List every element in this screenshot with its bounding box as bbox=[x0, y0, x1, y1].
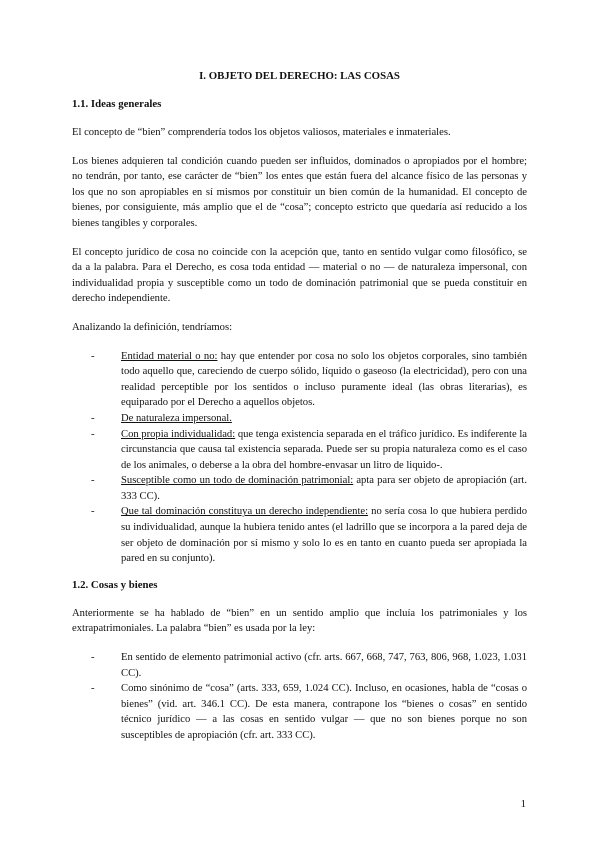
list-text: que tenga existencia separada en el tráfico jurídico. Es indiferente la circunstancia que causa tal existencia separada. Puede ser su propia naturaleza como es el caso de los animales, o deberse a la obra del hombre-envasar un litro de liquido-. bbox=[121, 428, 527, 471]
definition-list bbox=[72, 349, 527, 567]
list-term: De naturaleza impersonal. bbox=[121, 412, 232, 424]
dash-bullet: - bbox=[91, 683, 95, 695]
paragraph: El concepto jurídico de cosa no coincide con la acepción que, tanto en sentido vulgar como filosófico, se da a la palabra. Para el Derecho, es cosa toda entidad — material o no — de naturaleza impersonal, con individualidad propia y susceptible como un todo de dominación patrimonial que se pueda constituir en derecho independiente. bbox=[72, 246, 527, 305]
list-item bbox=[91, 411, 527, 427]
list-term: Susceptible como un todo de dominación patrimonial: bbox=[121, 475, 354, 487]
list-text: Como sinónimo de “cosa” (arts. 333, 659, 1.024 CC). Incluso, en ocasiones, habla de “cosas o bienes” (vid. art. 346.1 CC). De esta manera, contrapone los “bienes o cosas” en sentido técnico jurídico — a las cosas en sentido vulgar — que no son bienes porque no son susceptibles de apropiación (cfr. art. 333 CC). bbox=[121, 683, 527, 741]
list-item bbox=[91, 349, 527, 411]
dash-bullet: - bbox=[91, 428, 95, 440]
page-number: 1 bbox=[520, 798, 526, 810]
section-heading-cosas-y-bienes: 1.2. Cosas y bienes bbox=[72, 578, 158, 591]
dash-bullet: - bbox=[91, 475, 95, 487]
list-text: no sería cosa lo que hubiera perdido su individualidad, aunque la hubiera tenido antes (el ladrillo que se incorpora a la pared deja de ser objeto de dominación por sí mismo y solo lo es en tanto en cuanto pueda ser apropiada la pared en su conjunto). bbox=[121, 506, 528, 565]
dash-bullet: - bbox=[91, 506, 95, 518]
usage-list bbox=[72, 650, 527, 744]
section-heading-ideas-generales: 1.1. Ideas generales bbox=[72, 98, 162, 110]
list-term: Que tal dominación constituya un derecho independiente: bbox=[121, 506, 369, 518]
dash-bullet: - bbox=[91, 350, 95, 362]
list-text: hay que entender por cosa no solo los objetos corporales, sino también todo aquello que, careciendo de cuerpo sólido, líquido o gaseoso (la electricidad), pero con una realidad perceptible por los sentidos o incluso puramente ideal (las obras literarias), es equiparado por el Derecho a aquellos objetos. bbox=[121, 350, 527, 409]
paragraph: El concepto de “bien” comprendería todos los objetos valiosos, materiales e inmateriales. bbox=[72, 127, 451, 138]
paragraph: Anteriormente se ha hablado de “bien” en un sentido amplio que incluía los patrimoniales y los extrapatrimoniales. La palabra “bien” es usada por la ley: bbox=[72, 607, 527, 635]
dash-bullet: - bbox=[91, 412, 95, 424]
list-text: En sentido de elemento patrimonial activo (cfr. arts. 667, 668, 747, 763, 806, 968, 1.023, 1.031 CC). bbox=[121, 652, 527, 679]
list-term: Entidad material o no: bbox=[121, 350, 218, 362]
list-item bbox=[91, 427, 527, 474]
list-text: apta para ser objeto de apropiación (art. 333 CC). bbox=[121, 475, 527, 502]
document-title: I. OBJETO DEL DERECHO: LAS COSAS bbox=[199, 70, 400, 82]
list-item bbox=[91, 504, 527, 566]
list-term: Con propia individualidad: bbox=[121, 428, 236, 440]
document-page bbox=[72, 70, 527, 756]
list-item bbox=[91, 650, 527, 681]
dash-bullet: - bbox=[91, 652, 95, 664]
list-item bbox=[91, 473, 527, 504]
list-item bbox=[91, 681, 527, 743]
paragraph: Los bienes adquieren tal condición cuando pueden ser influidos, dominados o apropiados por el hombre; no tendrán, por tanto, ese carácter de “bien” los entes que están fuera del alcance físico de las personas y los que no son apropiables en sí mismos por constituir un bien común de la humanidad. El concepto de bienes, por consiguiente, más amplio que el de “cosa”; concepto estricto que quedaría así reducido a los bienes tangibles y corporales. bbox=[72, 155, 527, 229]
paragraph: Analizando la definición, tendríamos: bbox=[72, 321, 233, 333]
